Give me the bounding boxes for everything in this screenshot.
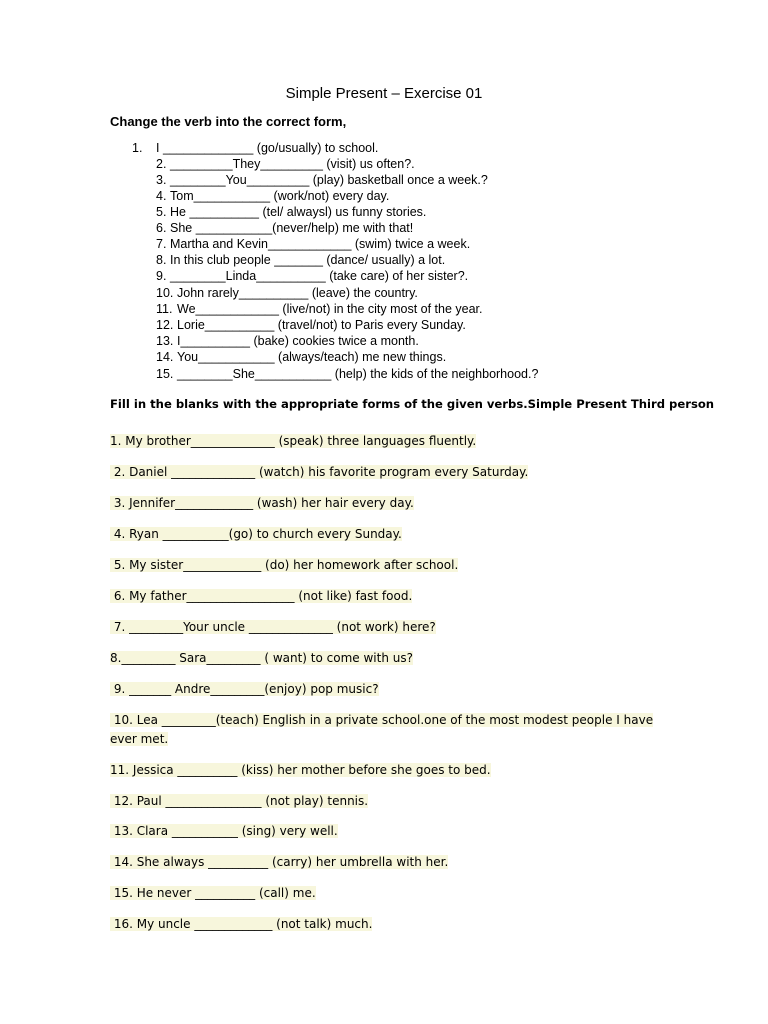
- exercise2-item: [110, 761, 491, 780]
- item-text: 2. Daniel ______________ (watch) his favorite program every Saturday.: [110, 465, 529, 479]
- item-text: 3. Jennifer_____________ (wash) her hair every day.: [110, 496, 414, 510]
- item-text: Lorie__________ (travel/not) to Paris every Sunday.: [177, 318, 466, 332]
- exercise2-item: [110, 649, 413, 668]
- item-text: 9. _______ Andre_________(enjoy) pop music?: [110, 682, 379, 696]
- item-text: 12. Paul ________________ (not play) tennis.: [110, 794, 369, 808]
- exercise2-item: [110, 494, 414, 513]
- exercise2-item: [110, 525, 402, 544]
- exercise2-item: [110, 884, 316, 903]
- item-text: 8._________ Sara_________ ( want) to come with us?: [110, 651, 413, 665]
- exercise2-item: [110, 680, 379, 699]
- item-text: John rarely__________ (leave) the country.: [177, 286, 418, 300]
- item-number: 4.: [156, 189, 167, 203]
- item-number: 1.: [132, 141, 143, 155]
- item-text: She ___________(never/help) me with that!: [170, 221, 414, 235]
- item-text: Martha and Kevin____________ (swim) twice a week.: [170, 237, 471, 251]
- exercise2-item: [110, 556, 458, 575]
- item-number: 7.: [156, 237, 167, 251]
- item-text: 7. _________Your uncle ______________ (not work) here?: [110, 620, 436, 634]
- exercise2-item: [110, 792, 368, 811]
- section2-instruction: Fill in the blanks with the appropriate forms of the given verbs.Simple Present Third person: [110, 397, 715, 411]
- exercise2-item: [110, 618, 436, 637]
- item-text: 16. My uncle _____________ (not talk) much.: [110, 917, 373, 931]
- item-text: 11. Jessica __________ (kiss) her mother before she goes to bed.: [110, 763, 491, 777]
- worksheet-title: Simple Present – Exercise 01: [285, 85, 483, 102]
- item-text: 5. My sister_____________ (do) her homework after school.: [110, 558, 459, 572]
- item-number: 6.: [156, 221, 167, 235]
- item-text: ________Linda__________ (take care) of her sister?.: [170, 269, 469, 283]
- exercise2-item: [110, 853, 448, 872]
- exercise2-item: [110, 432, 476, 451]
- item-number: 14.: [156, 350, 174, 364]
- item-text-continuation: ever met.: [110, 732, 169, 746]
- item-text: 6. My father__________________ (not like) fast food.: [110, 589, 413, 603]
- item-text: In this club people _______ (dance/ usually) a lot.: [170, 253, 446, 267]
- item-text: We____________ (live/not) in the city most of the year.: [177, 302, 483, 316]
- item-number: 11.: [156, 302, 173, 316]
- item-number: 12.: [156, 318, 174, 332]
- item-number: 9.: [156, 269, 167, 283]
- item-number: 3.: [156, 173, 167, 187]
- item-number: 13.: [156, 334, 174, 348]
- exercise2-item: [110, 463, 528, 482]
- item-text: 15. He never __________ (call) me.: [110, 886, 316, 900]
- exercise2-item: [110, 587, 412, 606]
- item-text: _________They_________ (visit) us often?.: [170, 157, 415, 171]
- item-text: ________You_________ (play) basketball once a week.?: [170, 173, 488, 187]
- item-text: I _____________ (go/usually) to school.: [156, 141, 379, 155]
- item-text: I__________ (bake) cookies twice a month.: [177, 334, 419, 348]
- item-number: 10.: [156, 286, 174, 300]
- item-text: 13. Clara ___________ (sing) very well.: [110, 824, 338, 838]
- item-text: ________She___________ (help) the kids of the neighborhood.?: [177, 367, 539, 381]
- exercise2-item: [110, 822, 338, 841]
- exercise2-item: [110, 915, 372, 934]
- item-number: 15.: [156, 367, 174, 381]
- item-text: 10. Lea _________(teach) English in a private school.one of the most modest people I have: [110, 713, 654, 727]
- item-number: 2.: [156, 157, 167, 171]
- item-number: 5.: [156, 205, 167, 219]
- exercise2-item: [110, 711, 653, 749]
- item-text: 14. She always __________ (carry) her umbrella with her.: [110, 855, 449, 869]
- section1-instruction: Change the verb into the correct form,: [110, 114, 347, 129]
- item-text: 4. Ryan ___________(go) to church every Sunday.: [110, 527, 402, 541]
- item-text: 1. My brother______________ (speak) three languages fluently.: [110, 434, 477, 448]
- item-number: 8.: [156, 253, 167, 267]
- item-text: He __________ (tel/ alwaysl) us funny stories.: [170, 205, 427, 219]
- item-text: Tom___________ (work/not) every day.: [170, 189, 390, 203]
- item-text: You___________ (always/teach) me new things.: [177, 350, 447, 364]
